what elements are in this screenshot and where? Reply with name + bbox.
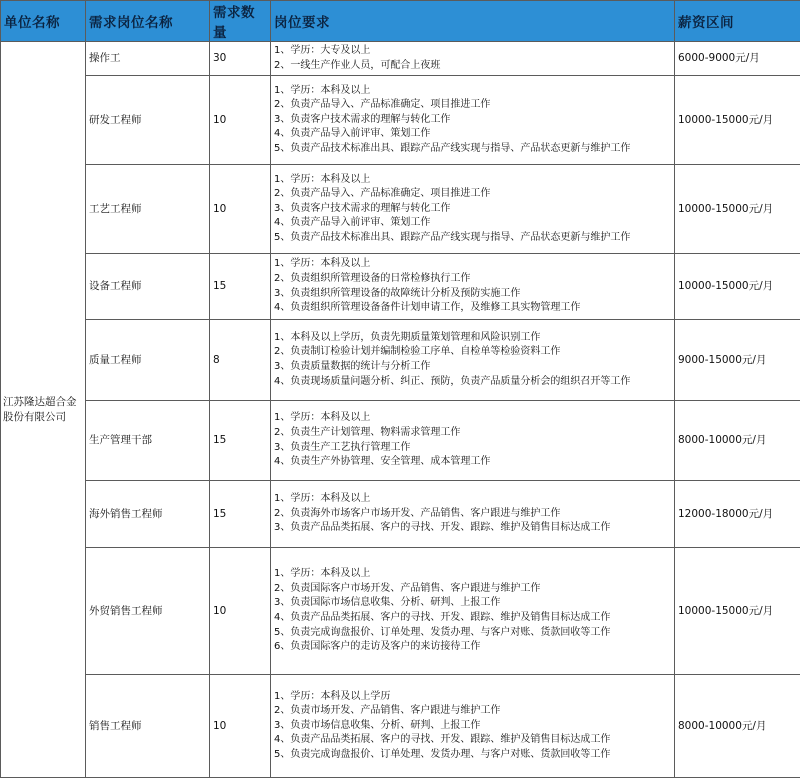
company-name: 江苏隆达超合金股份有限公司 — [1, 42, 86, 778]
requirement-line: 1、学历：本科及以上 — [274, 412, 371, 424]
requirements-cell — [271, 254, 675, 320]
position-name: 质量工程师 — [86, 320, 210, 401]
requirement-line: 1、学历：本科及以上 — [274, 173, 371, 185]
requirements-cell — [271, 481, 675, 548]
headcount: 10 — [210, 76, 271, 165]
salary-range: 9000-15000元/月 — [675, 320, 800, 401]
position-name: 生产管理干部 — [86, 401, 210, 481]
position-name: 操作工 — [86, 42, 210, 76]
requirement-line: 4、负责产品导入前评审、策划工作 — [274, 128, 431, 140]
position-name: 研发工程师 — [86, 76, 210, 165]
requirements-cell — [271, 401, 675, 481]
requirement-line: 4、负责现场质量问题分析、纠正、预防，负责产品质量分析会的组织召开等工作 — [274, 375, 631, 387]
requirement-line: 5、负责产品技术标准出具、跟踪产品产线实现与指导、产品状态更新与维护工作 — [274, 142, 631, 154]
header-count: 需求数量 — [210, 1, 271, 42]
requirement-line: 3、负责市场信息收集、分析、研判、上报工作 — [274, 719, 481, 731]
requirement-line: 1、学历：本科及以上 — [274, 568, 371, 580]
requirements-cell — [271, 42, 675, 76]
requirement-line: 3、负责生产工艺执行管理工作 — [274, 441, 411, 453]
table-row — [1, 76, 800, 165]
requirement-line: 2、负责市场开发、产品销售、客户跟进与维护工作 — [274, 705, 501, 717]
salary-range: 12000-18000元/月 — [675, 481, 800, 548]
requirement-line: 2、负责制订检验计划并编制检验工序单、自检单等检验资料工作 — [274, 346, 561, 358]
table-row — [1, 42, 800, 76]
salary-range: 10000-15000元/月 — [675, 76, 800, 165]
requirement-line: 1、本科及以上学历，负责先期质量策划管理和风险识别工作 — [274, 331, 541, 343]
requirements-cell — [271, 320, 675, 401]
salary-range: 10000-15000元/月 — [675, 165, 800, 254]
salary-range: 6000-9000元/月 — [675, 42, 800, 76]
requirement-line: 1、学历：本科及以上 — [274, 258, 371, 270]
salary-range: 10000-15000元/月 — [675, 254, 800, 320]
requirement-line: 4、负责产品导入前评审、策划工作 — [274, 217, 431, 229]
requirement-line: 2、一线生产作业人员，可配合上夜班 — [274, 59, 441, 71]
requirement-line: 2、负责产品导入、产品标准确定、项目推进工作 — [274, 188, 491, 200]
headcount: 15 — [210, 254, 271, 320]
requirement-line: 1、学历：大专及以上 — [274, 44, 371, 56]
header-salary: 薪资区间 — [675, 1, 800, 42]
position-name: 销售工程师 — [86, 675, 210, 778]
requirement-line: 4、负责组织所管理设备备件计划申请工作，及维修工具实物管理工作 — [274, 302, 581, 314]
requirement-line: 3、负责国际市场信息收集、分析、研判、上报工作 — [274, 597, 501, 609]
table-row — [1, 165, 800, 254]
salary-range: 8000-10000元/月 — [675, 675, 800, 778]
requirements-cell — [271, 165, 675, 254]
requirement-line: 4、负责产品品类拓展、客户的寻找、开发、跟踪、维护及销售目标达成工作 — [274, 734, 611, 746]
table-row — [1, 675, 800, 778]
requirement-line: 1、学历：本科及以上 — [274, 493, 371, 505]
headcount: 30 — [210, 42, 271, 76]
table-row — [1, 401, 800, 481]
requirement-line: 3、负责产品品类拓展、客户的寻找、开发、跟踪、维护及销售目标达成工作 — [274, 522, 611, 534]
position-name: 工艺工程师 — [86, 165, 210, 254]
requirement-line: 4、负责产品品类拓展、客户的寻找、开发、跟踪、维护及销售目标达成工作 — [274, 612, 611, 623]
table-row — [1, 320, 800, 401]
requirements-cell — [271, 675, 675, 778]
requirement-line: 2、负责组织所管理设备的日常检修执行工作 — [274, 272, 471, 284]
requirements-cell — [271, 76, 675, 165]
requirement-line: 3、负责客户技术需求的理解与转化工作 — [274, 113, 451, 125]
requirement-line: 2、负责生产计划管理、物料需求管理工作 — [274, 426, 461, 438]
salary-range: 10000-15000元/月 — [675, 548, 800, 675]
requirement-line: 1、学历：本科及以上 — [274, 84, 371, 96]
headcount: 10 — [210, 675, 271, 778]
position-name: 设备工程师 — [86, 254, 210, 320]
requirement-line: 5、负责完成询盘报价、订单处理、发货办理、与客户对账、货款回收等工作 — [274, 748, 611, 760]
requirement-line: 2、负责国际客户市场开发、产品销售、客户跟进与维护工作 — [274, 582, 541, 594]
headcount: 10 — [210, 165, 271, 254]
requirement-line: 2、负责海外市场客户市场开发、产品销售、客户跟进与维护工作 — [274, 507, 561, 519]
headcount: 15 — [210, 401, 271, 481]
requirement-line: 3、负责组织所管理设备的故障统计分析及预防实施工作 — [274, 287, 521, 299]
headcount: 10 — [210, 548, 271, 675]
table-header-row — [1, 1, 800, 42]
requirement-line: 2、负责产品导入、产品标准确定、项目推进工作 — [274, 99, 491, 111]
requirement-line: 4、负责生产外协管理、安全管理、成本管理工作 — [274, 456, 491, 468]
headcount: 8 — [210, 320, 271, 401]
table-row — [1, 481, 800, 548]
requirement-line: 6、负责国际客户的走访及客户的来访接待工作 — [274, 641, 481, 653]
headcount: 15 — [210, 481, 271, 548]
requirement-line: 3、负责客户技术需求的理解与转化工作 — [274, 202, 451, 214]
requirement-line: 5、负责完成询盘报价、订单处理、发货办理、与客户对账、货款回收等工作 — [274, 626, 611, 638]
salary-range: 8000-10000元/月 — [675, 401, 800, 481]
header-company: 单位名称 — [1, 1, 86, 42]
position-name: 海外销售工程师 — [86, 481, 210, 548]
header-requirements: 岗位要求 — [271, 1, 675, 42]
requirements-cell — [271, 548, 675, 675]
requirement-line: 1、学历：本科及以上学历 — [274, 690, 391, 702]
requirement-line: 3、负责质量数据的统计与分析工作 — [274, 361, 431, 372]
table-row — [1, 254, 800, 320]
table-row — [1, 548, 800, 675]
table-body — [1, 42, 800, 778]
requirement-line: 5、负责产品技术标准出具、跟踪产品产线实现与指导、产品状态更新与维护工作 — [274, 231, 631, 243]
position-name: 外贸销售工程师 — [86, 548, 210, 675]
header-position: 需求岗位名称 — [86, 1, 210, 42]
